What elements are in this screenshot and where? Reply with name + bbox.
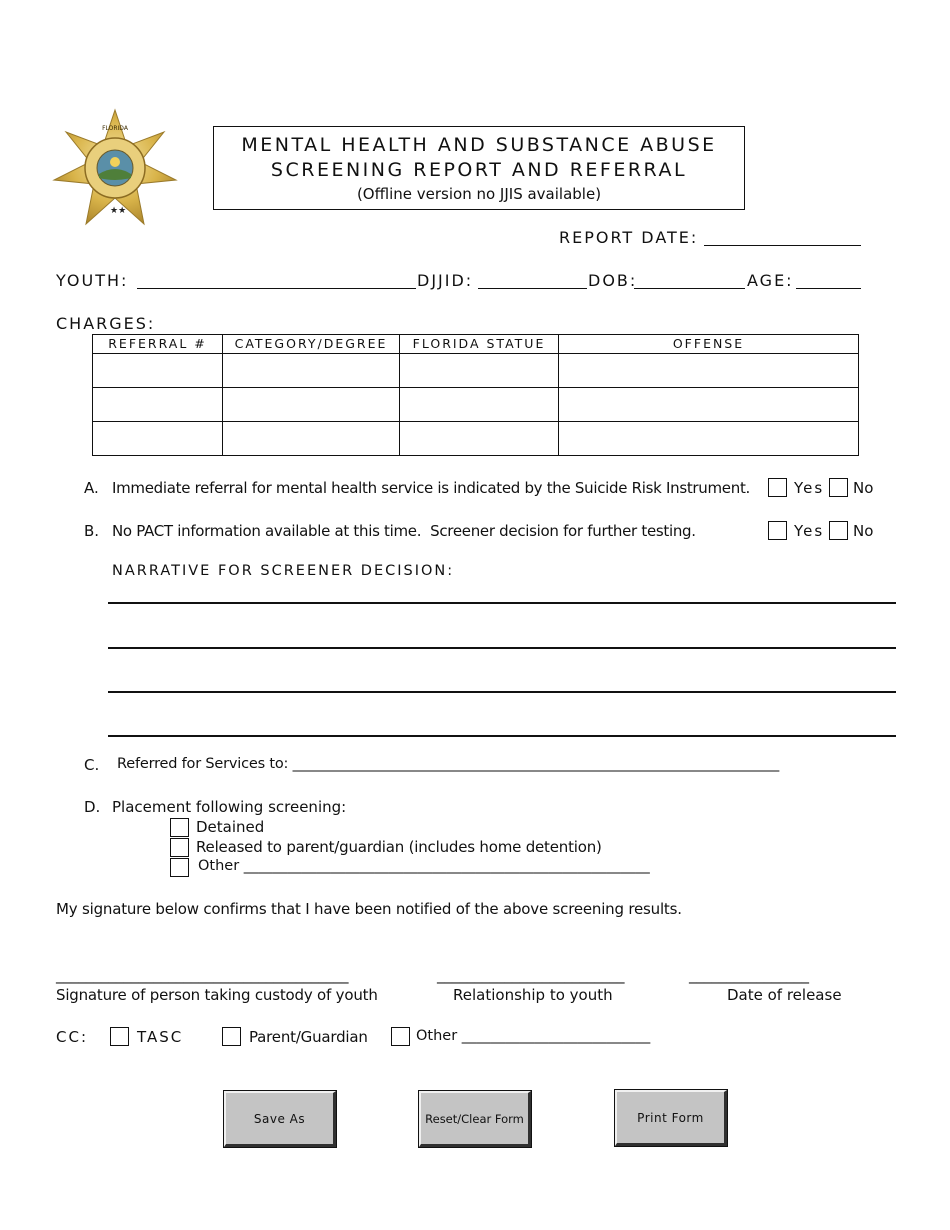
signature-confirm-text: My signature below confirms that I have been notified of the above screening results. — [56, 900, 682, 918]
save-as-button[interactable]: Save As — [224, 1091, 336, 1147]
cc-other-label[interactable]: Other __________________________ — [416, 1028, 651, 1044]
col-statute: FLORIDA STATUE — [400, 335, 559, 354]
cc-other-checkbox[interactable] — [391, 1027, 410, 1046]
table-cell[interactable] — [400, 422, 559, 456]
charges-label: CHARGES: — [56, 314, 156, 333]
table-cell[interactable] — [559, 388, 859, 422]
placement-detained-label: Detained — [196, 818, 265, 836]
table-cell[interactable] — [223, 422, 400, 456]
svg-text:FLORIDA: FLORIDA — [102, 125, 128, 132]
table-row — [93, 354, 859, 388]
col-category: CATEGORY/DEGREE — [223, 335, 400, 354]
dob-label: DOB: — [588, 271, 638, 290]
question-b-yes-label: Yes — [794, 522, 825, 540]
cc-label: CC: — [56, 1028, 89, 1046]
table-cell[interactable] — [559, 422, 859, 456]
title-line-1: MENTAL HEALTH AND SUBSTANCE ABUSE — [241, 134, 717, 156]
title-subtitle: (Offline version no JJIS available) — [356, 185, 602, 203]
report-date-field[interactable] — [704, 245, 861, 246]
djjid-field[interactable] — [478, 288, 587, 289]
charges-table — [92, 334, 859, 456]
title-line-2: SCREENING REPORT AND REFERRAL — [270, 159, 688, 181]
djjid-label: DJJID: — [417, 271, 474, 290]
table-cell[interactable] — [400, 388, 559, 422]
placement-other-label[interactable]: Other ________________________________________________________ — [198, 858, 650, 874]
cc-tasc-checkbox[interactable] — [110, 1027, 129, 1046]
question-b-yes-checkbox[interactable] — [768, 521, 787, 540]
question-d-letter: D. — [84, 798, 101, 816]
relationship-line[interactable]: _________________________ — [437, 966, 625, 984]
placement-released-checkbox[interactable] — [170, 838, 189, 857]
cc-parent-label: Parent/Guardian — [249, 1028, 368, 1046]
table-cell[interactable] — [93, 388, 223, 422]
cc-tasc-label: TASC — [137, 1028, 184, 1046]
narrative-label: NARRATIVE FOR SCREENER DECISION: — [112, 563, 455, 579]
question-a-no-label: No — [853, 479, 874, 497]
table-cell[interactable] — [559, 354, 859, 388]
signature-label: Signature of person taking custody of youth — [56, 986, 378, 1004]
relationship-label: Relationship to youth — [453, 986, 613, 1004]
djj-seal-logo — [52, 108, 178, 230]
question-a-yes-checkbox[interactable] — [768, 478, 787, 497]
table-cell[interactable] — [223, 388, 400, 422]
release-date-line[interactable]: ________________ — [689, 966, 809, 984]
signature-line[interactable]: _______________________________________ — [56, 966, 349, 984]
table-cell[interactable] — [93, 354, 223, 388]
question-a-text: Immediate referral for mental health service is indicated by the Suicide Risk Instrument. — [112, 479, 750, 497]
title-box — [213, 126, 745, 210]
narrative-line-3[interactable] — [108, 691, 896, 693]
question-a-yes-label: Yes — [794, 479, 825, 497]
placement-detained-checkbox[interactable] — [170, 818, 189, 837]
table-row — [93, 422, 859, 456]
question-b-letter: B. — [84, 522, 100, 540]
print-form-button[interactable]: Print Form — [615, 1090, 727, 1146]
report-date-label: REPORT DATE: — [559, 228, 699, 247]
reset-clear-button[interactable]: Reset/Clear Form — [419, 1091, 531, 1147]
question-b-no-checkbox[interactable] — [829, 521, 848, 540]
age-label: AGE: — [747, 271, 794, 290]
narrative-line-1[interactable] — [108, 602, 896, 604]
question-c-letter: C. — [84, 756, 100, 774]
table-cell[interactable] — [93, 422, 223, 456]
svg-text:★★: ★★ — [110, 206, 127, 216]
question-a-letter: A. — [84, 479, 99, 497]
col-offense: OFFENSE — [559, 335, 859, 354]
youth-label: YOUTH: — [56, 271, 129, 290]
question-d-text: Placement following screening: — [112, 798, 347, 816]
dob-field[interactable] — [634, 288, 745, 289]
col-referral: REFERRAL # — [93, 335, 223, 354]
cc-parent-checkbox[interactable] — [222, 1027, 241, 1046]
table-row — [93, 388, 859, 422]
placement-other-checkbox[interactable] — [170, 858, 189, 877]
question-b-text: No PACT information available at this time. Screener decision for further testing. — [112, 522, 696, 540]
placement-released-label: Released to parent/guardian (includes home detention) — [196, 838, 602, 856]
narrative-line-2[interactable] — [108, 647, 896, 649]
table-cell[interactable] — [223, 354, 400, 388]
table-cell[interactable] — [400, 354, 559, 388]
question-a-no-checkbox[interactable] — [829, 478, 848, 497]
narrative-line-4[interactable] — [108, 735, 896, 737]
question-c-text[interactable]: Referred for Services to: _____________________________________________________________________ — [117, 756, 780, 772]
release-date-label: Date of release — [727, 986, 842, 1004]
question-b-no-label: No — [853, 522, 874, 540]
age-field[interactable] — [796, 288, 861, 289]
youth-name-field[interactable] — [137, 288, 416, 289]
